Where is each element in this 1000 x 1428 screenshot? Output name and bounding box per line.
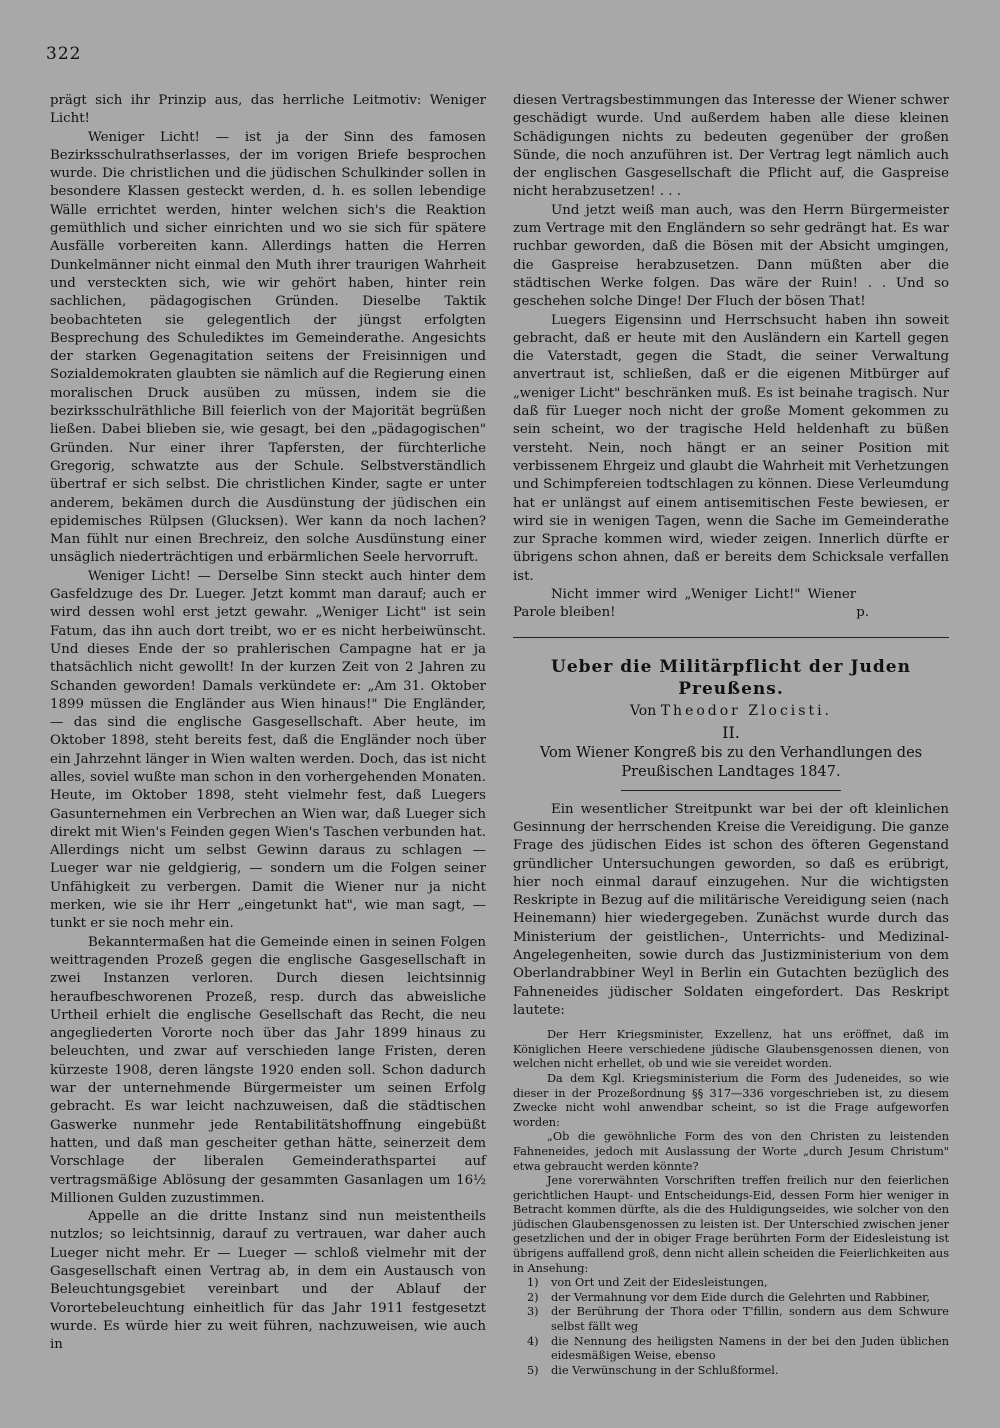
- quote-paragraph: „Ob die gewöhnliche Form des von den Christen zu leistenden Fahneneides, jedoch mit Auslassung der Worte „durch Jesum Christum" etwa gebraucht werden könnte?: [513, 1130, 949, 1173]
- paragraph: Und jetzt weiß man auch, was den Herrn Bürgermeister zum Vertrage mit den Engländern so sehr gedrängt hat. Es war ruchbar geworden, daß die Bösen mit der Absicht umgingen, die Gaspreise herabzusetzen. Dann müßten aber die städtischen Werke folgen. Das wäre der Ruin! . . Und so geschehen solche Dinge! Der Fluch der bösen That!: [513, 202, 949, 310]
- article-subtitle: Vom Wiener Kongreß bis zu den Verhandlungen des Preußischen Landtages 1847.: [539, 744, 923, 780]
- list-item: 2) der Vermahnung vor dem Eide durch die Gelehrten und Rabbiner,: [527, 1290, 930, 1304]
- author-name: Theodor Zlocisti.: [660, 702, 833, 719]
- list-item: 4) die Nennung des heiligsten Namens in der bei den Juden üblichen eidesmäßigen Weise, ebenso: [527, 1334, 949, 1363]
- page-number: 322: [46, 44, 82, 64]
- rescript-list: [527, 1276, 949, 1378]
- article-byline: [513, 700, 949, 722]
- subtitle-divider: [621, 790, 841, 791]
- list-item: 3) der Berührung der Thora oder T'fillin, sondern aus dem Schwure selbst fällt weg: [527, 1305, 949, 1334]
- article-title: Ueber die Militärpflicht der Juden Preußens.: [551, 656, 911, 699]
- right-column: [513, 92, 949, 1378]
- quote-paragraph: Der Herr Kriegsminister, Exzellenz, hat uns eröffnet, daß im Königlichen Heere verschiedene jüdische Glaubensgenossen dienen, von welchen nicht erhellet, ob und wie sie vereidet worden.: [513, 1028, 949, 1071]
- left-column: [50, 92, 486, 1354]
- quote-paragraph: Da dem Kgl. Kriegsministerium die Form des Judeneides, so wie dieser in der Prozeßordnung §§ 317—336 vorgeschrieben ist, zu diesem Zwecke nicht wohl anwendbar scheint, so ist die Frage aufgeworfen worden:: [513, 1071, 949, 1129]
- paragraph: diesen Vertragsbestimmungen das Interesse der Wiener schwer geschädigt wurde. Und außerdem haben alle diese kleinen Schädigungen nichts zu bedeuten gegenüber der großen Sünde, die noch anzuführen ist. Der Vertrag legt nämlich auch der englischen Gasgesellschaft die Pflicht auf, die Gaspreise nicht herabzusetzen! . . .: [513, 93, 949, 200]
- paragraph: Nicht immer wird „Weniger Licht!" Wiener Parole bleiben!: [513, 587, 857, 621]
- quote-paragraph: Jene vorerwähnten Vorschriften treffen freilich nur den feierlichen gerichtlichen Haupt- und Entscheidungs-Eid, dessen Form hier weniger in Betracht kommen dürfte, als die des Huldigungseides, wie solcher von den jüdischen Glaubensgenossen zu leisten ist. Der Unterschied zwischen jener gesetzlichen und der in obiger Frage berührten Form der Eidesleistung ist übrigens auffallend groß, denn nicht allein scheiden die Feierlichkeiten aus in Ansehung:: [513, 1174, 949, 1275]
- paragraph: Weniger Licht! — ist ja der Sinn des famosen Bezirksschulrathserlasses, der im vorigen Briefe besprochen wurde. Die christlichen und die jüdischen Schulkinder sollen in besondere Klassen gesteckt werden, d. h. es sollen lebendige Wälle errichtet werden, hinter welchen sich's die Reaktion gemüthlich und sicher einrichten und wo sie sich für spätere Ausfälle vorbereiten kann. Allerdings hatten die Herren Dunkelmänner nicht einmal den Muth ihrer traurigen Wahrheit und versteckten sich, wie wir gehört haben, hinter rein sachlichen, pädagogischen Gründen. Dieselbe Taktik beobachteten sie gelegentlich der jüngst erfolgten Besprechung des Schulediktes im Gemeinderathe. Angesichts der starken Gegenagitation seitens der Freisinnigen und Sozialdemokraten glaubten sie nämlich auf die Regierung einen moralischen Druck ausüben zu müssen, indem sie die bezirksschulräthliche Bill feierlich von der Majorität begrüßen ließen. Dabei blieben sie, wie gesagt, bei den „pädagogischen" Gründen. Nur einer ihrer Tapfersten, der fürchterliche Gregorig, schwatzte aus der Schule. Selbstverständlich übertraf er sich selbst. Die christlichen Kinder, sagte er unter anderem, bekämen durch die Ausdünstung der jüdischen ein epidemisches Rülpsen (Glucksen). Wer kann da noch lachen? Man fühlt nur einen Brechreiz, den solche Ausdünstung einer unsäglich niederträchtigen und erbärmlichen Seele hervorruft.: [50, 129, 486, 566]
- author-signature: p.: [856, 605, 869, 621]
- closing-line: [513, 586, 949, 623]
- paragraph: Weniger Licht! — Derselbe Sinn steckt auch hinter dem Gasfeldzuge des Dr. Lueger. Jetzt kommt man darauf; auch er wird dessen wohl erst jetzt gewahr. „Weniger Licht" ist sein Fatum, das ihn auch dort treibt, wo er es nicht herbeiwünscht. Und dieses Ende der so prahlerischen Campagne hat er ja thatsächlich nicht gewollt! In der kurzen Zeit von 2 Jahren zu Schanden geworden! Damals verkündete er: „Am 31. Oktober 1899 müssen die Engländer aus Wien hinaus!" Die Engländer, — das sind die englische Gasgesellschaft. Aber heute, im Oktober 1898, steht bereits fest, daß die Engländer noch über ein Jahrzehnt länger in Wien walten werden. Doch, das ist nicht alles, soviel wußte man schon in den vorhergehenden Monaten. Heute, im Oktober 1898, steht vielmehr fest, daß Luegers Gasunternehmen ein Verbrechen an Wien war, daß Lueger sich direkt mit Wien's Feinden gegen Wien's Taschen verbunden hat. Allerdings nicht um selbst Gewinn daraus zu schlagen — Lueger war nie geldgierig, — sondern um die Folgen seiner Unfähigkeit zu verbergen. Damit die Wiener nur ja nicht merken, wie sie ihr Herr „eingetunkt hat", wie man sagt, — tunkt er sie noch mehr ein.: [50, 568, 487, 932]
- article-part-number: II.: [722, 722, 740, 742]
- list-item: 1) von Ort und Zeit der Eidesleistungen,: [527, 1276, 768, 1290]
- paragraph: prägt sich ihr Prinzip aus, das herrliche Leitmotiv: Weniger Licht!: [50, 93, 486, 127]
- section-divider: [513, 637, 949, 638]
- byline-prefix: Von: [629, 702, 657, 719]
- rescript-quote: [513, 1028, 949, 1378]
- list-item: 5) die Verwünschung in der Schlußformel.: [527, 1363, 779, 1377]
- paragraph: Bekanntermaßen hat die Gemeinde einen in seinen Folgen weittragenden Prozeß gegen die englische Gasgesellschaft in zwei Instanzen verloren. Durch diesen leichtsinnig heraufbeschworenen Prozeß, resp. durch das abweisliche Urtheil erhielt die englische Gesellschaft das Recht, die neu angegliederten Vororte noch über das Jahr 1899 hinaus zu beleuchten, und zwar auf verschieden lange Fristen, deren kürzeste 1908, deren längste 1920 enden soll. Schon dadurch war der unternehmende Bürgermeister um seinen Erfolg gebracht. Es war leicht nachzuweisen, daß die städtischen Gaswerke nunmehr jede Rentabilitätshoffnung eingebüßt hatten, und daß man gescheiter gethan hätte, seinerzeit dem Vorschlage der liberalen Gemeinderathspartei auf vertragsmäßige Ablösung der gesammten Gasanlagen um 16½ Millionen Gulden zuzustimmen.: [50, 934, 486, 1206]
- paragraph: Luegers Eigensinn und Herrschsucht haben ihn soweit gebracht, daß er heute mit den Ausländern ein Kartell gegen die Vaterstadt, gegen die Stadt, die seiner Verwaltung anvertraut ist, schließen, daß er die eigenen Mitbürger auf „weniger Licht" beschränken muß. Es ist beinahe tragisch. Nur daß für Lueger noch nicht der große Moment gekommen zu sein scheint, wo der tragische Held heldenhaft zu büßen versteht. Nein, noch hängt er an seiner Position mit verbissenem Ehrgeiz und glaubt die Wahrheit mit Verhetzungen und Schimpfereien todtschlagen zu können. Diese Verleumdung hat er unlängst auf einem antisemitischen Feste bewiesen, er wird sie in wenigen Tagen, wenn die Sache im Gemeinderathe zur Sprache kommen wird, wieder zeigen. Innerlich dürfte er übrigens schon ahnen, daß er bereits dem Schicksale verfallen ist.: [513, 312, 949, 584]
- article-paragraph: Ein wesentlicher Streitpunkt war bei der oft kleinlichen Gesinnung der herrschenden Kreise die Vereidigung. Die ganze Frage des jüdischen Eides ist schon des öfteren Gegenstand gründlicher Untersuchungen geworden, so daß es erübrigt, hier noch einmal darauf einzugehen. Nur die wichtigsten Reskripte in Bezug auf die militärische Vereidigung seien (nach Heinemann) hier wiedergegeben. Zunächst wurde durch das Ministerium der geistlichen-, Unterrichts- und Medizinal-Angelegenheiten, sowie durch das Justizministerium von dem Oberlandrabbiner Weyl in Berlin ein Gutachten bezüglich des Fahneneides jüdischer Soldaten eingefordert. Das Reskript lautete:: [513, 801, 949, 1018]
- paragraph: Appelle an die dritte Instanz sind nun meistentheils nutzlos; so leichtsinnig, darauf zu vertrauen, war daher auch Lueger nicht mehr. Er — Lueger — schloß vielmehr mit der Gasgesellschaft einen Vertrag ab, in dem ein Austausch von Beleuchtungsgebiet vereinbart und der Ablauf der Vorortebeleuchtung einheitlich für das Jahr 1911 festgesetzt wurde. Es würde hier zu weit führen, nachzuweisen, wie auch in: [50, 1209, 486, 1353]
